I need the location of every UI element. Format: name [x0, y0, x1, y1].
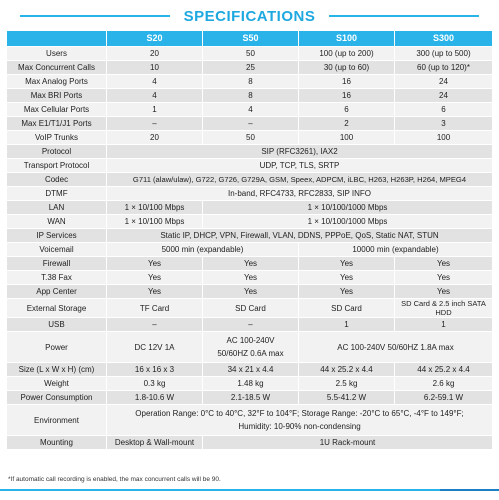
- row-label: Max BRI Ports: [7, 89, 107, 103]
- row-label: Max Analog Ports: [7, 75, 107, 89]
- table-row-e1: [7, 117, 493, 131]
- header-cell-s20: S20: [107, 31, 203, 47]
- cell-value: 60 (up to 120)*: [395, 61, 493, 75]
- cell-value: DC 12V 1A: [107, 332, 203, 363]
- cell-value: 1: [395, 318, 493, 332]
- cell-value: –: [107, 318, 203, 332]
- row-label: Power Consumption: [7, 391, 107, 405]
- table-row-firewall: [7, 257, 493, 271]
- cell-value: 34 x 21 x 4.4: [203, 363, 299, 377]
- table-row-power: [7, 332, 493, 363]
- cell-value: UDP, TCP, TLS, SRTP: [107, 159, 493, 173]
- table-row-voicemail: [7, 243, 493, 257]
- cell-value: AC 100-240V 50/60HZ 1.8A max: [299, 332, 493, 363]
- cell-value: Yes: [299, 271, 395, 285]
- title-text: SPECIFICATIONS: [183, 7, 316, 25]
- cell-value: 20: [107, 47, 203, 61]
- cell-value: –: [203, 318, 299, 332]
- cell-value: 4: [107, 75, 203, 89]
- cell-value: 1 × 10/100/1000 Mbps: [203, 201, 493, 215]
- page-title: [0, 4, 499, 28]
- cell-value: TF Card: [107, 299, 203, 318]
- row-label: Size (L x W x H) (cm): [7, 363, 107, 377]
- cell-value: 4: [107, 89, 203, 103]
- cell-value: 24: [395, 89, 493, 103]
- cell-value: –: [107, 117, 203, 131]
- cell-value: 2.5 kg: [299, 377, 395, 391]
- table-row-wan: [7, 215, 493, 229]
- cell-value: 2: [299, 117, 395, 131]
- cell-value: Yes: [395, 271, 493, 285]
- cell-value: 100 (up to 200): [299, 47, 395, 61]
- table-row-codec: [7, 173, 493, 187]
- footnote: *If automatic call recording is enabled, the max concurrent calls will be 90.: [8, 476, 221, 483]
- cell-value: 50: [203, 47, 299, 61]
- table-row-max-calls: [7, 61, 493, 75]
- row-label: Voicemail: [7, 243, 107, 257]
- cell-value: 300 (up to 500): [395, 47, 493, 61]
- cell-value: –: [203, 117, 299, 131]
- row-label: Protocol: [7, 145, 107, 159]
- row-label: WAN: [7, 215, 107, 229]
- cell-value: Static IP, DHCP, VPN, Firewall, VLAN, DDNS, PPPoE, QoS, Static NAT, STUN: [107, 229, 493, 243]
- row-label: Max E1/T1/J1 Ports: [7, 117, 107, 131]
- table-row-protocol: [7, 145, 493, 159]
- cell-value: Yes: [107, 257, 203, 271]
- cell-value: SD Card: [299, 299, 395, 318]
- cell-value: 1: [107, 103, 203, 117]
- cell-value: 4: [203, 103, 299, 117]
- cell-value: 1 × 10/100/1000 Mbps: [203, 215, 493, 229]
- table-row-mounting: [7, 436, 493, 450]
- cell-value: 6.2-59.1 W: [395, 391, 493, 405]
- bottom-bar-right: [440, 489, 499, 491]
- header-cell-empty: [7, 31, 107, 47]
- cell-value: Yes: [203, 285, 299, 299]
- cell-value: 6: [299, 103, 395, 117]
- power-s50-line2: 50/60HZ 0.6A max: [217, 349, 284, 358]
- cell-value: 10: [107, 61, 203, 75]
- cell-value: 1.8-10.6 W: [107, 391, 203, 405]
- row-label: Firewall: [7, 257, 107, 271]
- row-label: USB: [7, 318, 107, 332]
- row-label: IP Services: [7, 229, 107, 243]
- table-row-consumption: [7, 391, 493, 405]
- table-row-transport: [7, 159, 493, 173]
- cell-value: 3: [395, 117, 493, 131]
- cell-value: Yes: [395, 285, 493, 299]
- cell-value: 2.6 kg: [395, 377, 493, 391]
- bottom-accent-bar: [0, 489, 499, 491]
- cell-value: 16 x 16 x 3: [107, 363, 203, 377]
- environment-line1: Operation Range: 0°C to 40°C, 32°F to 104°F; Storage Range: -20°C to 65°C, -4°F to 149°F;: [135, 409, 464, 418]
- header-row: [7, 31, 493, 47]
- cell-value: 5.5-41.2 W: [299, 391, 395, 405]
- cell-value: 6: [395, 103, 493, 117]
- cell-value: 8: [203, 89, 299, 103]
- table-row-ip-services: [7, 229, 493, 243]
- table-row-t38: [7, 271, 493, 285]
- cell-value: 16: [299, 75, 395, 89]
- header-cell-s100: S100: [299, 31, 395, 47]
- power-s50-line1: AC 100-240V: [226, 336, 275, 345]
- row-label: Power: [7, 332, 107, 363]
- cell-value: Yes: [107, 271, 203, 285]
- row-label: Weight: [7, 377, 107, 391]
- row-label: Users: [7, 47, 107, 61]
- cell-value: G711 (alaw/ulaw), G722, G726, G729A, GSM, Speex, ADPCM, iLBC, H263, H263P, H264, MPEG4: [107, 173, 493, 187]
- table-row-app-center: [7, 285, 493, 299]
- row-label: External Storage: [7, 299, 107, 318]
- table-row-users: [7, 47, 493, 61]
- cell-value: Yes: [299, 257, 395, 271]
- title-right-rule: [329, 15, 479, 17]
- cell-value: 100: [299, 131, 395, 145]
- environment-line2: Humidity: 10-90% non-condensing: [238, 422, 361, 431]
- cell-value: Yes: [203, 271, 299, 285]
- row-label: Max Cellular Ports: [7, 103, 107, 117]
- spec-table: [6, 30, 493, 450]
- cell-value-multiline: [107, 405, 493, 436]
- row-label: App Center: [7, 285, 107, 299]
- cell-value: Yes: [203, 257, 299, 271]
- row-label: Transport Protocol: [7, 159, 107, 173]
- cell-value: SD Card: [203, 299, 299, 318]
- bottom-bar-left: [0, 489, 440, 491]
- cell-value: 1: [299, 318, 395, 332]
- table-row-bri: [7, 89, 493, 103]
- cell-value: Yes: [107, 285, 203, 299]
- table-row-size: [7, 363, 493, 377]
- cell-value: 5000 min (expandable): [107, 243, 299, 257]
- cell-value: 8: [203, 75, 299, 89]
- cell-value: Yes: [395, 257, 493, 271]
- cell-value: 16: [299, 89, 395, 103]
- cell-value: Desktop & Wall-mount: [107, 436, 203, 450]
- row-label: Codec: [7, 173, 107, 187]
- table-row-voip: [7, 131, 493, 145]
- table-row-lan: [7, 201, 493, 215]
- cell-value: SIP (RFC3261), IAX2: [107, 145, 493, 159]
- title-left-rule: [20, 15, 170, 17]
- cell-value: 20: [107, 131, 203, 145]
- cell-value: 30 (up to 60): [299, 61, 395, 75]
- cell-value: 44 x 25.2 x 4.4: [395, 363, 493, 377]
- header-cell-s50: S50: [203, 31, 299, 47]
- table-row-usb: [7, 318, 493, 332]
- cell-value: 24: [395, 75, 493, 89]
- table-row-dtmf: [7, 187, 493, 201]
- cell-value: 2.1-18.5 W: [203, 391, 299, 405]
- cell-value: 1 × 10/100 Mbps: [107, 215, 203, 229]
- table-row-analog: [7, 75, 493, 89]
- row-label: Mounting: [7, 436, 107, 450]
- cell-value: In-band, RFC4733, RFC2833, SIP INFO: [107, 187, 493, 201]
- row-label: LAN: [7, 201, 107, 215]
- cell-value: 1.48 kg: [203, 377, 299, 391]
- cell-value: 100: [395, 131, 493, 145]
- cell-value: 25: [203, 61, 299, 75]
- cell-value: 44 x 25.2 x 4.4: [299, 363, 395, 377]
- row-label: DTMF: [7, 187, 107, 201]
- cell-value: Yes: [299, 285, 395, 299]
- cell-value: SD Card & 2.5 inch SATA HDD: [395, 299, 493, 318]
- cell-value: 0.3 kg: [107, 377, 203, 391]
- row-label: Environment: [7, 405, 107, 436]
- row-label: Max Concurrent Calls: [7, 61, 107, 75]
- cell-value: 50: [203, 131, 299, 145]
- header-cell-s300: S300: [395, 31, 493, 47]
- table-row-environment: [7, 405, 493, 436]
- table-row-storage: [7, 299, 493, 318]
- table-row-weight: [7, 377, 493, 391]
- cell-value-multiline: [203, 332, 299, 363]
- row-label: VoIP Trunks: [7, 131, 107, 145]
- table-row-cellular: [7, 103, 493, 117]
- cell-value: 1 × 10/100 Mbps: [107, 201, 203, 215]
- cell-value: 10000 min (expandable): [299, 243, 493, 257]
- cell-value: 1U Rack-mount: [203, 436, 493, 450]
- row-label: T.38 Fax: [7, 271, 107, 285]
